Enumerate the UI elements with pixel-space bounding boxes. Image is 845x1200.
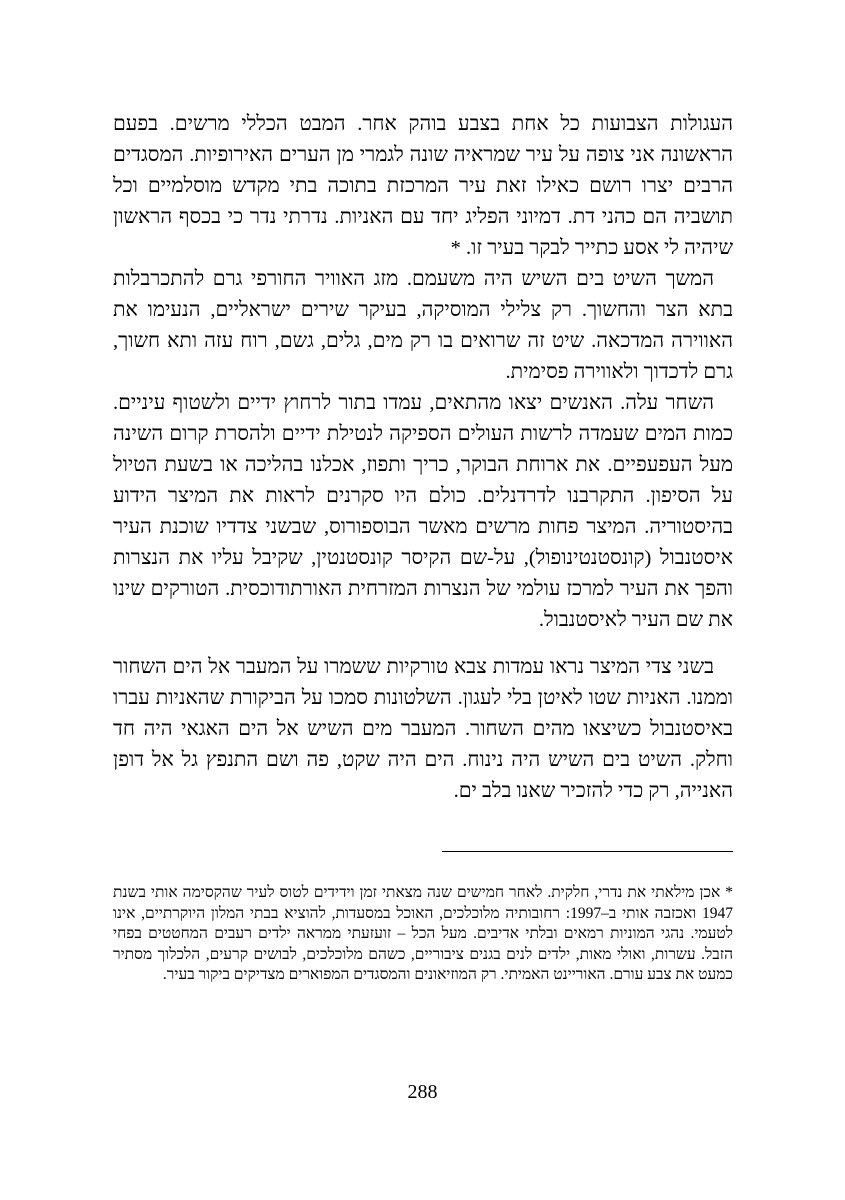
main-text xyxy=(113,109,733,807)
page-number: 288 xyxy=(407,1081,438,1103)
paragraph-sea-of-marmara: המשך השיט בים השיש היה משעמם. מזג האוויר החורפי גרם להתכרבלות בתא הצר והחשוך. רק צלילי המוסיקה, בעיקר שירים ישראליים, הנעימו את האווירה המדכאה. שיט זה שרואים בו רק מים, גלים, גשם, רוח עזה ותא חשוך, גרם לדכדוך ולאווירה פסימית. xyxy=(113,268,733,383)
footnote-separator xyxy=(442,851,733,852)
paragraph-continued: העגולות הצבועות כל אחת בצבע בוהק אחר. המבט הכללי מרשים. בפעם הראשונה אני צופה על עיר שמראיה שונה לגמרי מן הערים האירופיות. המסגדים הרבים יצרו רושם כאילו זאת עיר המרכזת בתוכה בתי מקדש מוסלמיים וכל תושביה הם כהני דת. דמיוני הפליג יחד עם האניות. נדרתי נדר כי בכסף הראשון שיהיה לי אסע כתייר לבקר בעיר זו. * xyxy=(113,113,733,259)
footnote: * אכן מילאתי את נדרי, חלקית. לאחר חמישים שנה מצאתי זמן וידידים לטוס לעיר שהקסימה אותי בשנת 1947 ואכזבה אותי ב–1997: רחובותיה מלוכלכים, האוכל במסעדות, להוציא בבתי המלון היוקרתיים, אינו לטעמי. נהגי המוניות רמאים ובלתי אדיבים. מעל הכל – זועזעתי ממראה ילדים רעבים המחטטים בפחי הזבל. עשרות, ואולי מאות, ילדים לנים בגנים ציבוריים, כשהם מלוכלכים, לבושים קרעים, הלכלוך מסתיר כמעט את צבע עורם. האוריינט האמיתי. רק המוזיאונים והמסגדים המפוארים מצדיקים ביקור בעיר. xyxy=(113,884,733,983)
paragraph-strait-crossing: בשני צדי המיצר נראו עמדות צבא טורקיות ששמרו על המעבר אל הים השחור וממנו. האניות שטו לאיטן בלי לעגון. השלטונות סמכו על הביקורת שהאניות עברו באיסטנבול כשיצאו מהים השחור. המעבר מים השיש אל הים האגאי היה חד וחלק. השיט בים השיש היה נינוח. הים היה שקט, פה ושם התנפץ גל אל דופן האנייה, רק כדי להזכיר שאנו בלב ים. xyxy=(113,656,733,802)
paragraph-spacer xyxy=(113,636,733,652)
paragraph-dawn-dardanelles: השחר עלה. האנשים יצאו מהתאים, עמדו בתור לרחוץ ידיים ולשטוף עיניים. כמות המים שעמדה לרשות העולים הספיקה לנטילת ידיים ולהסרת קרום השינה מעל העפעפיים. את ארוחת הבוקר, כריך ותפוז, אכלנו בהליכה או בשעת הטיול על הסיפון. התקרבנו לדרדנלים. כולם היו סקרנים לראות את המיצר הידוע בהיסטוריה. המיצר פחות מרשים מאשר הבוספורוס, שבשני צדדיו שוכנת העיר איסטנבול (קונסטנטינופול), על-שם הקיסר קונסטנטין, שקיבל עליו את הנצרות והפך את העיר למרכז עולמי של הנצרות המזרחית האורתודוכסית. הטורקים שינו את שם העיר לאיסטנבול. xyxy=(113,392,733,631)
